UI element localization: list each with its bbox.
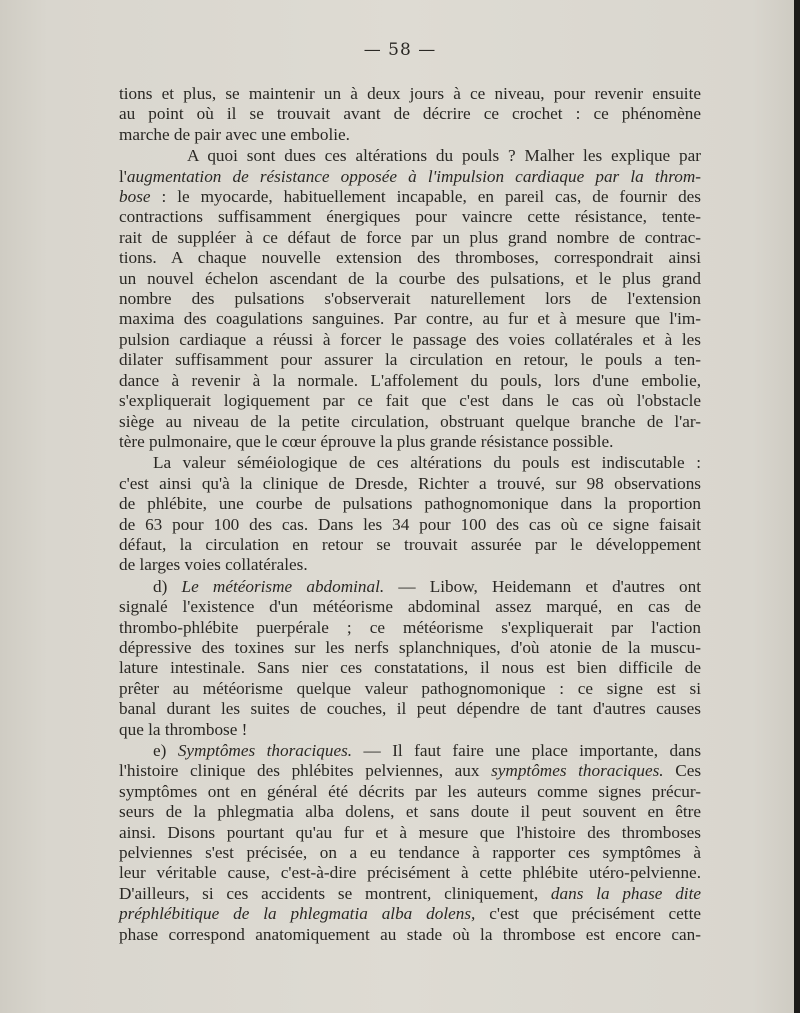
text-line: défaut, la circulation en retour se trouvait assurée par le développement — [119, 534, 701, 554]
paragraph — [119, 741, 701, 945]
text-line: dance à revenir à la normale. L'affolement du pouls, lors d'une embolie, — [119, 370, 701, 390]
text-line: de larges voies collatérales. — [119, 555, 308, 575]
text-line: de phlébite, une courbe de pulsations pathognomonique dans la proportion — [119, 494, 701, 514]
text-line: lature intestinale. Sans nier ces constatations, il nous est bien difficile de — [119, 658, 701, 678]
text-line: D'ailleurs, si ces accidents se montrent, cliniquement, dans la phase dite — [119, 883, 701, 903]
paragraph — [119, 146, 701, 452]
text-line: un nouvel échelon ascendant de la courbe des pulsations, et le plus grand — [119, 268, 701, 288]
text-line: rait de suppléer à ce défaut de force par un plus grand nombre de contrac- — [119, 227, 701, 247]
text-line: prêter au météorisme quelque valeur pathognomonique : ce signe est si — [119, 678, 701, 698]
page-number: — 58 — — [363, 40, 437, 60]
paragraph — [119, 84, 701, 145]
text-line: marche de pair avec une embolie. — [119, 124, 350, 144]
text-line: banal durant les suites de couches, il peut dépendre de tant d'autres causes — [119, 699, 701, 719]
text-line: ainsi. Disons pourtant qu'au fur et à mesure que l'histoire des thromboses — [119, 822, 701, 842]
text-line: pulsion cardiaque a réussi à forcer le passage des voies collatérales et à les — [119, 329, 701, 349]
text-line: d) Le météorisme abdominal. — Libow, Heidemann et d'autres ont — [153, 576, 701, 596]
text-line: contractions suffisamment énergiques pour vaincre cette résistance, tente- — [119, 207, 701, 227]
text-line: tère pulmonaire, que le cœur éprouve la plus grande résistance possible. — [119, 431, 614, 451]
text-line: préphlébitique de la phlegmatia alba dolens, c'est que précisément cette — [119, 904, 701, 924]
text-line: tions et plus, se maintenir un à deux jours à ce niveau, pour revenir ensuite — [119, 84, 701, 103]
text-line: La valeur séméiologique de ces altérations du pouls est indiscutable : — [153, 453, 701, 473]
paragraph — [119, 453, 701, 575]
text-line: de 63 pour 100 des cas. Dans les 34 pour 100 des cas où ce signe faisait — [119, 514, 701, 534]
text-line: maxima des coagulations sanguines. Par contre, au fur et à mesure que l'im- — [119, 309, 701, 329]
paragraph — [119, 577, 701, 740]
text-line: e) Symptômes thoraciques. — Il faut faire une place importante, dans — [153, 741, 702, 760]
text-line: dépressive des toxines sur les nerfs splanchniques, d'où atonie de la muscu- — [119, 637, 701, 657]
text-line: phase correspond anatomiquement au stade où la thrombose est encore can- — [119, 924, 701, 944]
text-line: nombre des pulsations s'observerait naturellement lors de l'extension — [119, 289, 701, 309]
text-line: A quoi sont dues ces altérations du pouls ? Malher les explique par — [187, 146, 701, 166]
scan-edge — [794, 0, 800, 1013]
text-line: siège au niveau de la petite circulation, obstruant quelque branche de l'ar- — [119, 411, 701, 431]
text-line: c'est ainsi qu'à la clinique de Dresde, Richter a trouvé, sur 98 observations — [119, 473, 701, 493]
text-line: l'histoire clinique des phlébites pelviennes, aux symptômes thoraciques. Ces — [119, 761, 702, 781]
text-line: l'augmentation de résistance opposée à l'impulsion cardiaque par la throm- — [119, 166, 701, 186]
text-line: au point où il se trouvait avant de décrire ce crochet : ce phénomène — [119, 104, 701, 124]
text-line: tions. A chaque nouvelle extension des thromboses, correspondrait ainsi — [119, 248, 701, 268]
text-line: signalé l'existence d'un météorisme abdominal assez marqué, en cas de — [119, 597, 701, 617]
text-line: thrombo-phlébite puerpérale ; ce météorisme s'expliquerait par l'action — [119, 617, 701, 637]
text-line: que la thrombose ! — [119, 719, 248, 739]
text-line: pelviennes s'est précisée, on a eu tendance à rapporter ces symptômes à — [119, 843, 701, 863]
text-line: symptômes ont en général été décrits par les auteurs comme signes précur- — [119, 781, 701, 801]
text-line: leur véritable cause, c'est-à-dire précisément à cette phlébite utéro-pelvienne. — [119, 863, 701, 883]
text-line: bose : le myocarde, habituellement incapable, en pareil cas, de fournir des — [119, 187, 701, 207]
body-text — [119, 84, 701, 946]
text-line: seurs de la phlegmatia alba dolens, et sans doute il peut souvent en être — [119, 802, 701, 822]
text-line: dilater suffisamment pour assurer la circulation en retour, le pouls a ten- — [119, 350, 701, 370]
text-line: s'expliquerait logiquement par ce fait que c'est dans le cas où l'obstacle — [119, 391, 701, 411]
